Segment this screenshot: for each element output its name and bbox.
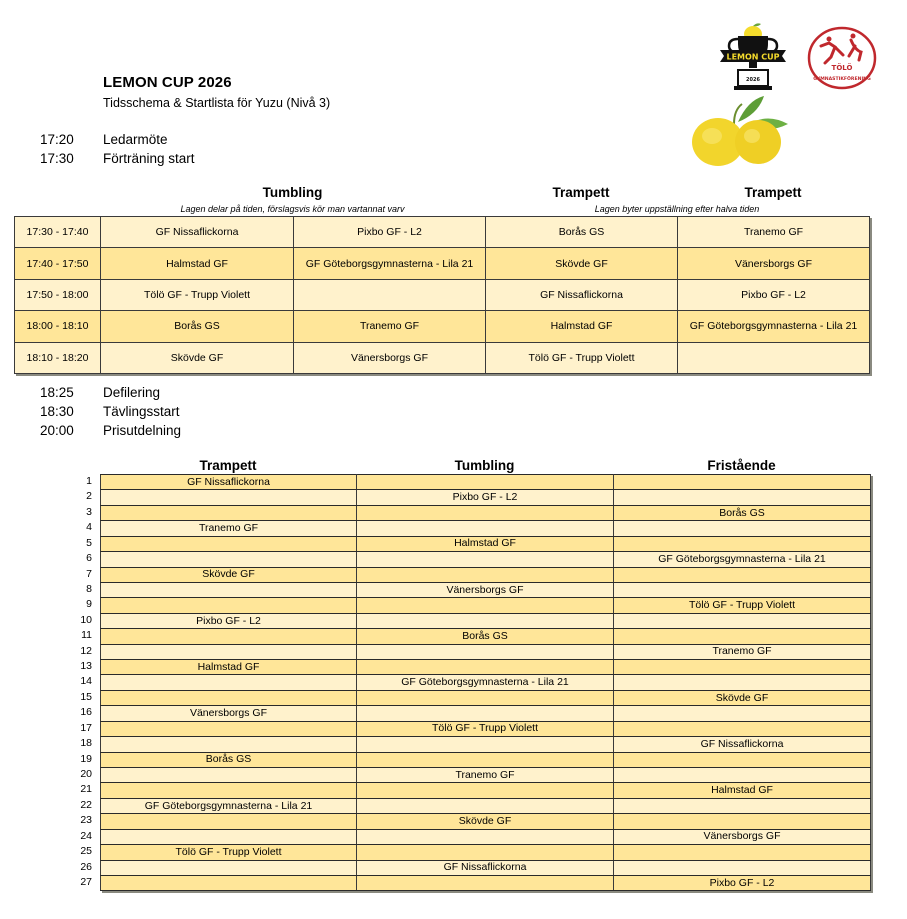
startlist-cell-fristaende	[614, 675, 871, 690]
page-subtitle: Tidsschema & Startlista för Yuzu (Nivå 3)	[103, 96, 331, 110]
yuzu-fruit-image	[688, 92, 798, 168]
startlist-cell-fristaende: Skövde GF	[614, 690, 871, 705]
startlist-cell-fristaende: Vänersborgs GF	[614, 829, 871, 844]
startlist-cell-tumbling	[357, 737, 614, 752]
startlist-row-number: 13	[80, 660, 92, 673]
warmup-tumbling-b	[294, 279, 486, 310]
startlist-row-number: 6	[86, 552, 92, 565]
startlist-cell-trampett	[101, 721, 357, 736]
warmup-trampett-a: Borås GS	[486, 217, 678, 248]
schedule-event: Förträning start	[103, 151, 195, 166]
warmup-time: 17:40 - 17:50	[15, 248, 101, 279]
startlist-cell-trampett	[101, 783, 357, 798]
startlist-cell-fristaende: Borås GS	[614, 505, 871, 520]
startlist-row-number: 9	[86, 598, 92, 611]
startlist-row	[101, 536, 871, 551]
startlist-cell-fristaende	[614, 845, 871, 860]
startlist-row	[101, 829, 871, 844]
startlist-row	[101, 752, 871, 767]
startlist-cell-trampett: Tranemo GF	[101, 521, 357, 536]
schedule-time: 17:30	[40, 151, 74, 166]
startlist-cell-trampett: Pixbo GF - L2	[101, 613, 357, 628]
startlist-row	[101, 552, 871, 567]
warmup-trampett-b: GF Göteborgsgymnasterna - Lila 21	[678, 311, 870, 342]
warmup-tumbling-a: Tölö GF - Trupp Violett	[101, 279, 294, 310]
startlist-cell-tumbling	[357, 706, 614, 721]
startlist-cell-trampett: Skövde GF	[101, 567, 357, 582]
startlist-cell-trampett	[101, 644, 357, 659]
startlist-row-number: 4	[86, 521, 92, 534]
startlist-cell-fristaende: Halmstad GF	[614, 783, 871, 798]
startlist-cell-trampett: Vänersborgs GF	[101, 706, 357, 721]
startlist-cell-tumbling	[357, 690, 614, 705]
startlist-row-number: 24	[80, 829, 92, 842]
warmup-time: 18:10 - 18:20	[15, 342, 101, 373]
warmup-note-tumbling: Lagen delar på tiden, förslagsvis kör man vartannat varv	[180, 204, 405, 214]
startlist-row	[101, 845, 871, 860]
startlist-row-number: 8	[86, 582, 92, 595]
warmup-trampett-a: Skövde GF	[486, 248, 678, 279]
warmup-trampett-b	[678, 342, 870, 373]
warmup-row	[15, 342, 870, 373]
startlist-cell-tumbling: GF Nissaflickorna	[357, 860, 614, 875]
startlist-cell-fristaende	[614, 660, 871, 675]
startlist-cell-tumbling	[357, 798, 614, 813]
warmup-header-tumbling: Tumbling	[262, 185, 323, 200]
startlist-cell-trampett: GF Göteborgsgymnasterna - Lila 21	[101, 798, 357, 813]
warmup-tumbling-a: Halmstad GF	[101, 248, 294, 279]
tolo-gf-logo	[807, 26, 877, 90]
startlist-cell-fristaende: Pixbo GF - L2	[614, 875, 871, 890]
startlist-row-number: 21	[80, 783, 92, 796]
startlist-row-number: 10	[80, 613, 92, 626]
startlist-cell-tumbling: Pixbo GF - L2	[357, 490, 614, 505]
startlist-row-number: 1	[86, 475, 92, 487]
startlist-row	[101, 798, 871, 813]
startlist-row-number: 2	[86, 490, 92, 503]
startlist-cell-tumbling: Borås GS	[357, 629, 614, 644]
startlist-table	[100, 474, 871, 891]
startlist-cell-trampett	[101, 582, 357, 597]
startlist-cell-trampett	[101, 860, 357, 875]
startlist-cell-tumbling: Skövde GF	[357, 814, 614, 829]
startlist-header-trampett: Trampett	[199, 458, 257, 473]
startlist-row	[101, 675, 871, 690]
startlist-cell-fristaende	[614, 768, 871, 783]
startlist-row	[101, 875, 871, 890]
startlist-row	[101, 706, 871, 721]
warmup-tumbling-b: Tranemo GF	[294, 311, 486, 342]
startlist-row-number: 5	[86, 536, 92, 549]
schedule-time: 17:20	[40, 132, 74, 147]
warmup-time: 17:50 - 18:00	[15, 279, 101, 310]
startlist-cell-fristaende	[614, 814, 871, 829]
startlist-row	[101, 768, 871, 783]
warmup-row	[15, 217, 870, 248]
startlist-row	[101, 505, 871, 520]
startlist-row	[101, 783, 871, 798]
startlist-row-number: 15	[80, 690, 92, 703]
page-title: LEMON CUP 2026	[103, 74, 232, 91]
startlist-cell-trampett	[101, 490, 357, 505]
startlist-row	[101, 814, 871, 829]
startlist-cell-tumbling	[357, 598, 614, 613]
startlist-row-numbers	[60, 474, 92, 890]
startlist-row-number: 22	[80, 798, 92, 811]
startlist-row-number: 19	[80, 752, 92, 765]
startlist-row-number: 26	[80, 860, 92, 873]
startlist-cell-tumbling	[357, 783, 614, 798]
warmup-note-trampett: Lagen byter uppställning efter halva tiden	[594, 204, 760, 214]
startlist-cell-tumbling	[357, 644, 614, 659]
cup-logo-year: 2026	[746, 77, 760, 83]
startlist-cell-trampett	[101, 675, 357, 690]
warmup-trampett-b: Tranemo GF	[678, 217, 870, 248]
startlist-cell-fristaende: GF Göteborgsgymnasterna - Lila 21	[614, 552, 871, 567]
startlist-cell-trampett	[101, 552, 357, 567]
tolo-logo-ring-text: GYMNASTIKFÖRENING	[813, 77, 871, 82]
schedule-event: Defilering	[103, 385, 161, 400]
startlist-cell-trampett: Halmstad GF	[101, 660, 357, 675]
startlist-row	[101, 660, 871, 675]
warmup-tumbling-b: Pixbo GF - L2	[294, 217, 486, 248]
startlist-cell-trampett	[101, 829, 357, 844]
startlist-row-number: 23	[80, 814, 92, 827]
startlist-cell-fristaende	[614, 521, 871, 536]
schedule-event: Prisutdelning	[103, 423, 182, 438]
warmup-row	[15, 279, 870, 310]
startlist-cell-tumbling	[357, 660, 614, 675]
startlist-cell-tumbling: Tranemo GF	[357, 768, 614, 783]
startlist-header-fristaende: Fristående	[707, 458, 776, 473]
startlist-cell-trampett	[101, 629, 357, 644]
schedule-event: Tävlingsstart	[103, 404, 180, 419]
warmup-header-trampett-1: Trampett	[552, 185, 610, 200]
startlist-row	[101, 860, 871, 875]
startlist-cell-trampett: Tölö GF - Trupp Violett	[101, 845, 357, 860]
startlist-row-number: 16	[80, 706, 92, 719]
startlist-row	[101, 598, 871, 613]
startlist-cell-trampett	[101, 536, 357, 551]
startlist-cell-tumbling	[357, 475, 614, 490]
warmup-row	[15, 311, 870, 342]
startlist-row	[101, 490, 871, 505]
startlist-row	[101, 567, 871, 582]
startlist-cell-fristaende	[614, 860, 871, 875]
warmup-tumbling-b: GF Göteborgsgymnasterna - Lila 21	[294, 248, 486, 279]
warmup-trampett-b: Vänersborgs GF	[678, 248, 870, 279]
startlist-cell-tumbling	[357, 875, 614, 890]
startlist-row-number: 14	[80, 675, 92, 688]
startlist-header-tumbling: Tumbling	[454, 458, 515, 473]
startlist-row-number: 12	[80, 644, 92, 657]
startlist-row	[101, 629, 871, 644]
startlist-cell-tumbling	[357, 567, 614, 582]
startlist-cell-trampett	[101, 737, 357, 752]
startlist-row	[101, 721, 871, 736]
schedule-time: 18:25	[40, 385, 74, 400]
startlist-cell-tumbling	[357, 505, 614, 520]
warmup-trampett-a: Halmstad GF	[486, 311, 678, 342]
startlist-cell-tumbling	[357, 552, 614, 567]
startlist-row-number: 3	[86, 505, 92, 518]
startlist-row-number: 11	[81, 629, 92, 642]
startlist-cell-tumbling	[357, 613, 614, 628]
startlist-row	[101, 737, 871, 752]
startlist-cell-trampett: Borås GS	[101, 752, 357, 767]
schedule-time: 18:30	[40, 404, 74, 419]
startlist-cell-trampett	[101, 690, 357, 705]
warmup-table	[14, 216, 870, 374]
startlist-row	[101, 582, 871, 597]
startlist-cell-fristaende	[614, 629, 871, 644]
startlist-cell-tumbling	[357, 845, 614, 860]
warmup-tumbling-a: Borås GS	[101, 311, 294, 342]
startlist-row-number: 7	[86, 567, 92, 580]
startlist-row-number: 20	[80, 768, 92, 781]
startlist-row-number: 27	[80, 875, 92, 888]
startlist-row-number: 17	[80, 721, 92, 734]
tolo-logo-text: TÖLÖ	[831, 64, 853, 72]
startlist-cell-fristaende: Tölö GF - Trupp Violett	[614, 598, 871, 613]
startlist-row-number: 18	[80, 737, 92, 750]
startlist-row-number: 25	[80, 845, 92, 858]
warmup-tumbling-a: Skövde GF	[101, 342, 294, 373]
warmup-tumbling-a: GF Nissaflickorna	[101, 217, 294, 248]
startlist-cell-fristaende	[614, 536, 871, 551]
warmup-trampett-a: GF Nissaflickorna	[486, 279, 678, 310]
cup-logo-text: LEMON CUP	[726, 52, 780, 62]
lemon-cup-logo	[716, 22, 790, 92]
warmup-time: 18:00 - 18:10	[15, 311, 101, 342]
startlist-cell-tumbling: Tölö GF - Trupp Violett	[357, 721, 614, 736]
startlist-cell-fristaende	[614, 752, 871, 767]
startlist-cell-fristaende	[614, 582, 871, 597]
warmup-header-trampett-2: Trampett	[744, 185, 802, 200]
startlist-cell-fristaende	[614, 567, 871, 582]
startlist-cell-trampett	[101, 814, 357, 829]
warmup-trampett-b: Pixbo GF - L2	[678, 279, 870, 310]
startlist-row	[101, 644, 871, 659]
startlist-cell-tumbling	[357, 752, 614, 767]
startlist-cell-trampett	[101, 875, 357, 890]
startlist-row	[101, 475, 871, 490]
startlist-cell-trampett	[101, 598, 357, 613]
startlist-cell-tumbling	[357, 521, 614, 536]
startlist-cell-tumbling: Halmstad GF	[357, 536, 614, 551]
startlist-row	[101, 690, 871, 705]
startlist-cell-tumbling	[357, 829, 614, 844]
warmup-row	[15, 248, 870, 279]
startlist-row	[101, 521, 871, 536]
startlist-cell-trampett	[101, 768, 357, 783]
startlist-cell-fristaende	[614, 475, 871, 490]
startlist-cell-fristaende: Tranemo GF	[614, 644, 871, 659]
startlist-cell-fristaende	[614, 706, 871, 721]
schedule-event: Ledarmöte	[103, 132, 168, 147]
startlist-cell-fristaende	[614, 798, 871, 813]
startlist-cell-fristaende	[614, 490, 871, 505]
warmup-trampett-a: Tölö GF - Trupp Violett	[486, 342, 678, 373]
startlist-cell-fristaende	[614, 721, 871, 736]
startlist-row	[101, 613, 871, 628]
warmup-time: 17:30 - 17:40	[15, 217, 101, 248]
startlist-cell-fristaende: GF Nissaflickorna	[614, 737, 871, 752]
warmup-tumbling-b: Vänersborgs GF	[294, 342, 486, 373]
schedule-time: 20:00	[40, 423, 74, 438]
startlist-cell-tumbling: GF Göteborgsgymnasterna - Lila 21	[357, 675, 614, 690]
startlist-cell-trampett	[101, 505, 357, 520]
startlist-cell-tumbling: Vänersborgs GF	[357, 582, 614, 597]
startlist-cell-fristaende	[614, 613, 871, 628]
startlist-cell-trampett: GF Nissaflickorna	[101, 475, 357, 490]
